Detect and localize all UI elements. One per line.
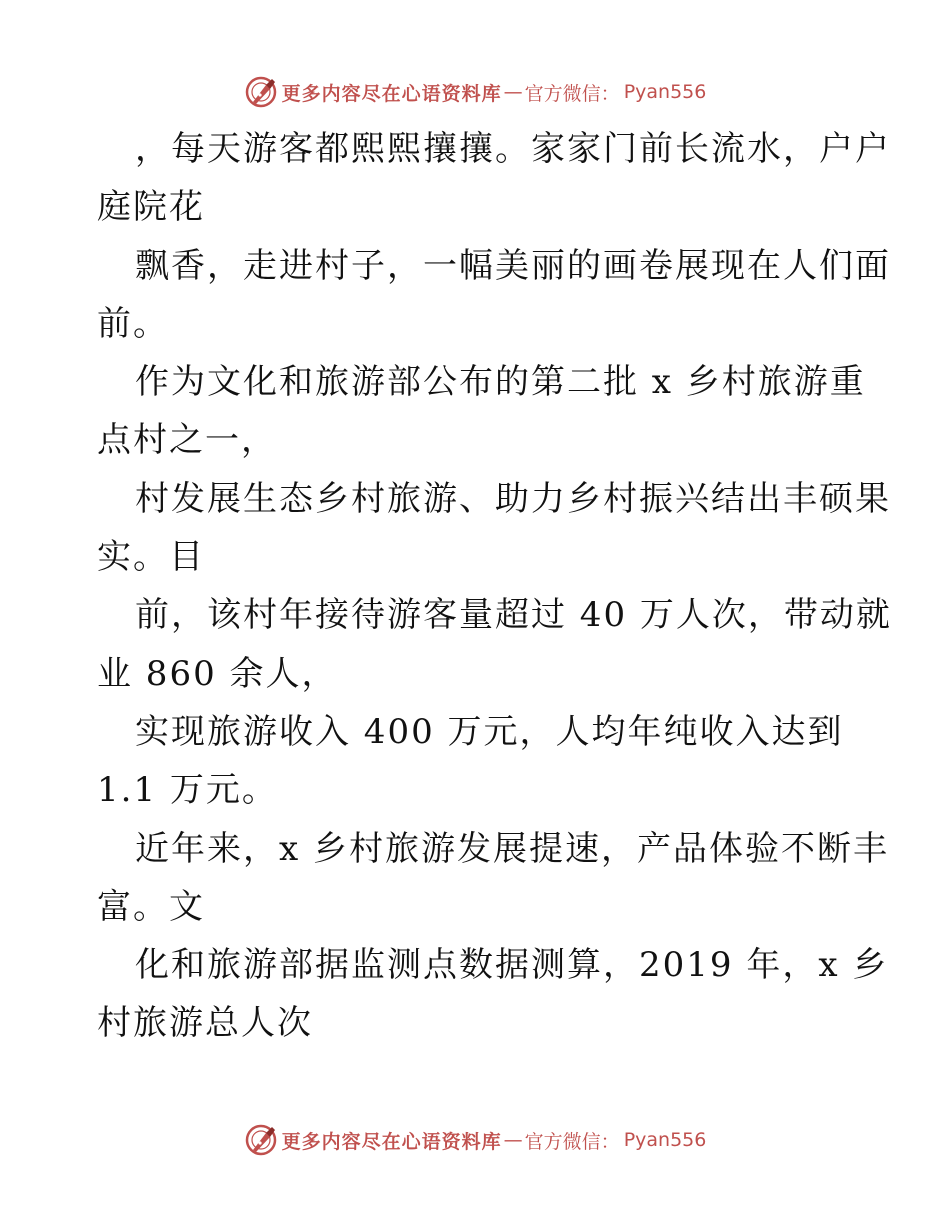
watermark-wechat-label: 官方微信： [524,1130,620,1153]
header-watermark [0,72,950,112]
document-body [97,120,892,1053]
text-line: 业 860 余人， [97,653,338,694]
watermark-site-text: 更多内容尽在心语资料库 [281,1130,502,1153]
text-line: 前。 [97,303,169,344]
footer-watermark [0,1120,950,1160]
text-line: 实。目 [97,537,205,578]
text-line: 前，该村年接待游客量超过 40 万人次，带动就 [135,595,892,636]
text-line: 实现旅游收入 400 万元，人均年纯收入达到 [135,711,844,752]
watermark-wechat-id: Pyan556 [623,81,707,103]
text-line: 作为文化和旅游部公布的第二批 x 乡村旅游重 [135,362,866,403]
watermark-dash: — [503,81,523,103]
watermark-wechat-label: 官方微信： [524,82,620,105]
watermark-dash: — [503,1129,523,1151]
text-line: 庭院花 [97,187,205,228]
watermark-wechat-id: Pyan556 [623,1129,707,1151]
pen-nib-logo-icon [244,75,278,109]
text-line: 化和旅游部据监测点数据测算，2019 年，x 乡 [135,945,889,986]
text-line: ，每天游客都熙熙攘攘。家家门前长流水，户户 [135,129,891,169]
text-line: 村发展生态乡村旅游、助力乡村振兴结出丰硕果 [135,478,891,519]
pen-nib-logo-icon [244,1123,278,1157]
text-line: 1.1 万元。 [97,770,278,811]
text-line: 村旅游总人次 [97,1003,313,1044]
text-line: 飘香，走进村子，一幅美丽的画卷展现在人们面 [135,245,891,286]
text-line: 点村之一， [97,420,277,461]
watermark-site-text: 更多内容尽在心语资料库 [281,82,502,105]
text-line: 富。文 [97,886,205,927]
text-line: 近年来，x 乡村旅游发展提速，产品体验不断丰 [135,828,889,869]
